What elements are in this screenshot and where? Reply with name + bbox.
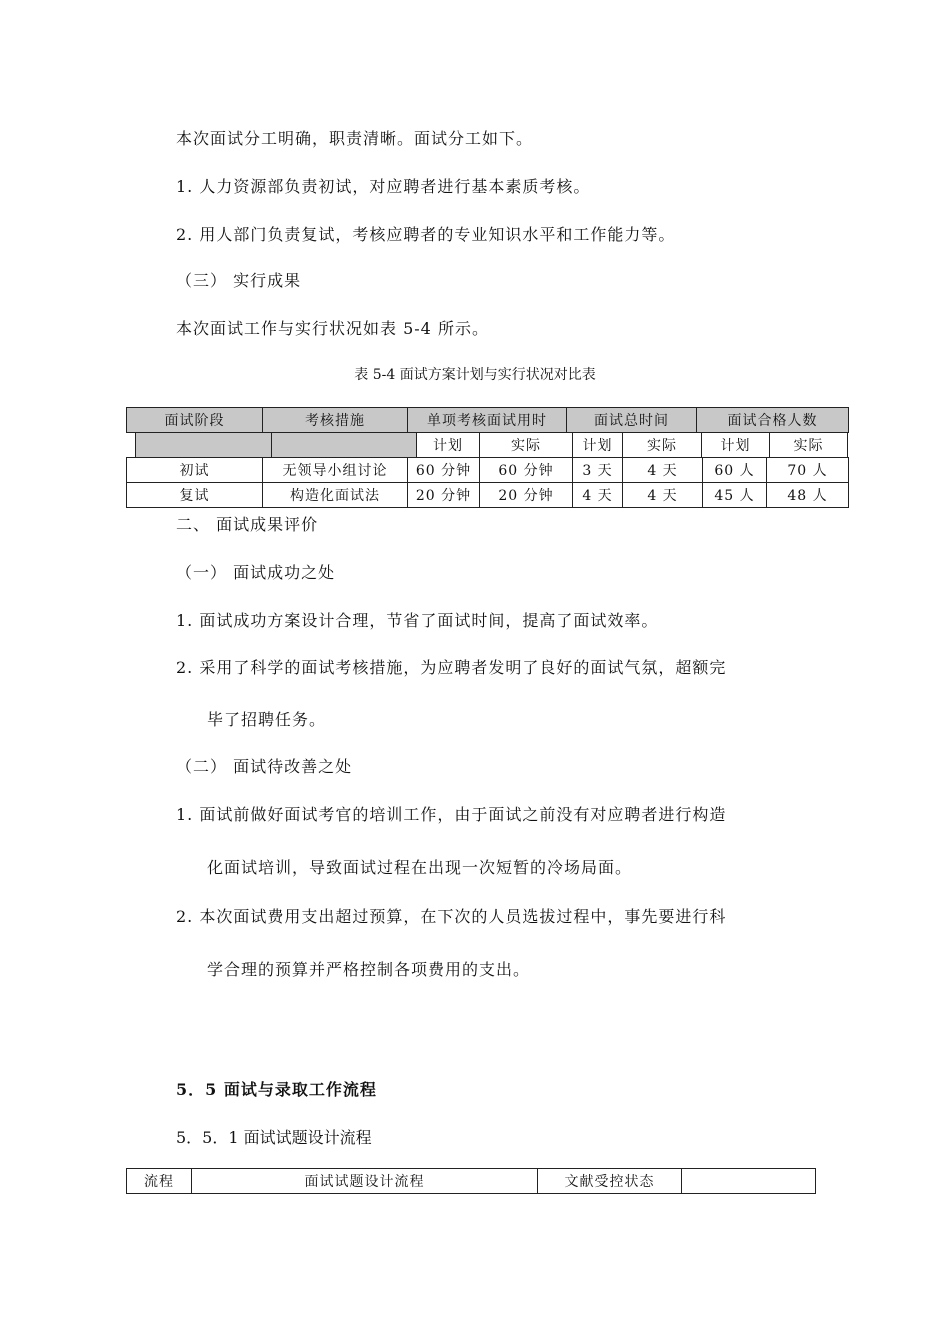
subheader-cell: 实际 bbox=[623, 433, 702, 458]
header-cell: 考核措施 bbox=[263, 408, 408, 433]
table-cell: 4 天 bbox=[623, 458, 703, 483]
paragraph-table-ref: 本次面试工作与实行状况如表 5-4 所示。 bbox=[176, 319, 489, 338]
process-table bbox=[126, 1168, 816, 1194]
table-cell: 60 分钟 bbox=[480, 458, 573, 483]
comparison-table-body bbox=[126, 457, 849, 508]
table-cell: 初试 bbox=[127, 458, 263, 483]
subheader-cell: 实际 bbox=[480, 433, 573, 458]
list-item-continuation: 毕了招聘任务。 bbox=[207, 710, 327, 729]
list-item: 1. 人力资源部负责初试，对应聘者进行基本素质考核。 bbox=[176, 177, 591, 196]
header-cell-empty bbox=[272, 433, 417, 458]
table-cell: 面试试题设计流程 bbox=[192, 1169, 538, 1194]
table-cell: 4 天 bbox=[573, 483, 623, 508]
table-cell: 60 分钟 bbox=[408, 458, 480, 483]
table-cell bbox=[682, 1169, 816, 1194]
list-item-continuation: 学合理的预算并严格控制各项费用的支出。 bbox=[207, 960, 531, 979]
comparison-table-subheader bbox=[135, 432, 848, 458]
table-cell: 4 天 bbox=[623, 483, 703, 508]
table-cell: 构造化面试法 bbox=[263, 483, 408, 508]
header-cell: 面试总时间 bbox=[567, 408, 697, 433]
subheading-results: （三） 实行成果 bbox=[176, 271, 302, 290]
table-cell: 48 人 bbox=[767, 483, 849, 508]
table-cell: 20 分钟 bbox=[480, 483, 573, 508]
list-item: 1. 面试前做好面试考官的培训工作，由于面试之前没有对应聘者进行构造 bbox=[176, 805, 727, 824]
table-cell: 流程 bbox=[127, 1169, 192, 1194]
list-item: 2. 本次面试费用支出超过预算，在下次的人员选拔过程中，事先要进行科 bbox=[176, 907, 727, 926]
table-cell: 20 分钟 bbox=[408, 483, 480, 508]
list-item: 1. 面试成功方案设计合理，节省了面试时间，提高了面试效率。 bbox=[176, 611, 659, 630]
table-cell: 文献受控状态 bbox=[538, 1169, 682, 1194]
table-caption: 表 5-4 面试方案计划与实行状况对比表 bbox=[354, 367, 596, 383]
table-row bbox=[127, 1169, 816, 1194]
paragraph-intro: 本次面试分工明确，职责清晰。面试分工如下。 bbox=[176, 129, 534, 148]
table-cell: 45 人 bbox=[703, 483, 767, 508]
subheading-improvement: （二） 面试待改善之处 bbox=[176, 757, 353, 776]
header-cell: 面试阶段 bbox=[127, 408, 263, 433]
table-cell: 无领导小组讨论 bbox=[263, 458, 408, 483]
table-cell: 复试 bbox=[127, 483, 263, 508]
list-item: 2. 用人部门负责复试，考核应聘者的专业知识水平和工作能力等。 bbox=[176, 225, 676, 244]
subheader-cell: 实际 bbox=[770, 433, 848, 458]
list-item: 2. 采用了科学的面试考核措施，为应聘者发明了良好的面试气氛，超额完 bbox=[176, 658, 727, 677]
comparison-table-header bbox=[126, 407, 849, 433]
header-cell: 面试合格人数 bbox=[697, 408, 849, 433]
header-cell: 单项考核面试用时 bbox=[408, 408, 567, 433]
subheading-success: （一） 面试成功之处 bbox=[176, 563, 336, 582]
section-heading: 二、 面试成果评价 bbox=[176, 515, 319, 534]
subsection-heading: 5．5．1 面试试题设计流程 bbox=[176, 1128, 372, 1147]
section-heading-5-5: 5．5 面试与录取工作流程 bbox=[176, 1080, 377, 1099]
list-item-continuation: 化面试培训，导致面试过程在出现一次短暂的冷场局面。 bbox=[207, 858, 633, 877]
table-cell: 3 天 bbox=[573, 458, 623, 483]
table-cell: 70 人 bbox=[767, 458, 849, 483]
table-row bbox=[127, 483, 849, 508]
table-row bbox=[127, 458, 849, 483]
subheader-cell: 计划 bbox=[573, 433, 623, 458]
subheader-cell: 计划 bbox=[417, 433, 480, 458]
table-cell: 60 人 bbox=[703, 458, 767, 483]
header-cell-empty bbox=[136, 433, 272, 458]
subheader-cell: 计划 bbox=[702, 433, 770, 458]
